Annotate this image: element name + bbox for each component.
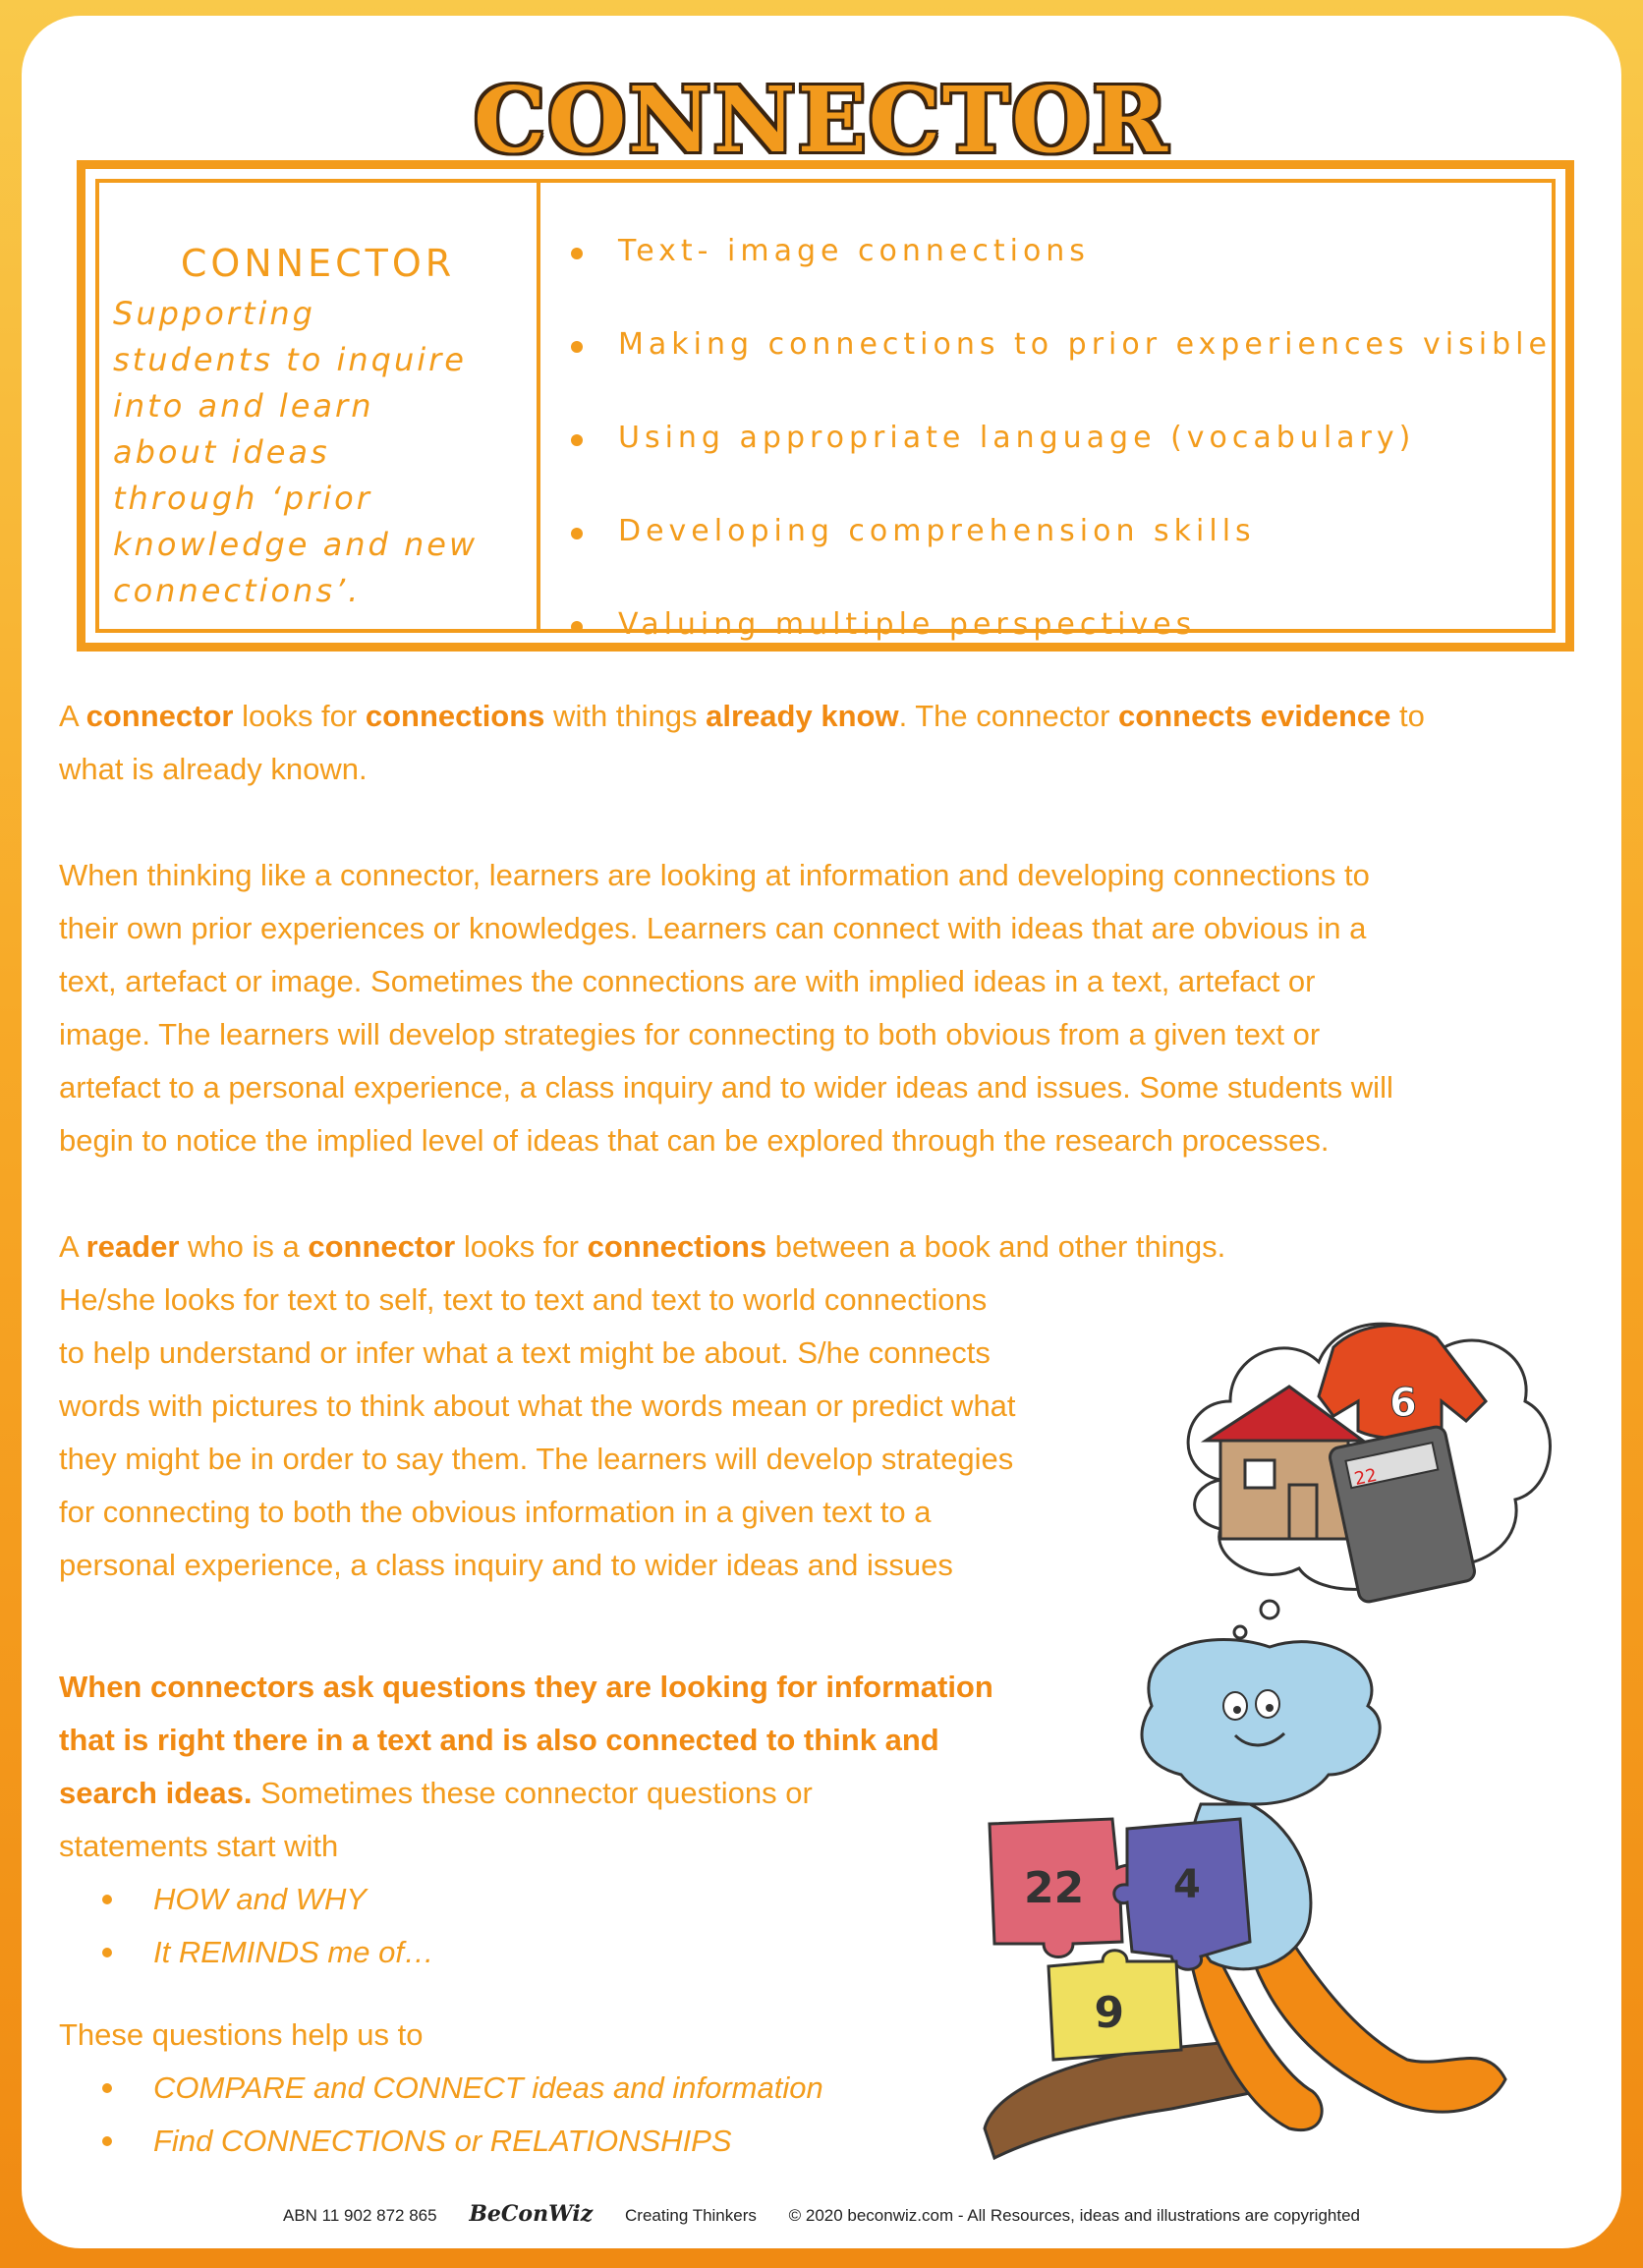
footer-brand-logo: BeConWiz [469, 2201, 594, 2227]
footer-copyright: © 2020 beconwiz.com - All Resources, ideas and illustrations are copyrighted [788, 2206, 1360, 2225]
paragraph-line: These questions help us to [59, 2017, 424, 2052]
skills-list-item: Using appropriate language (vocabulary) [571, 421, 1552, 514]
help-list [102, 2062, 823, 2168]
page-footer [22, 2201, 1621, 2227]
paragraph-line: statements start with [59, 1829, 339, 1863]
bold-line: that is right there in a text and is also connected to think and [59, 1723, 939, 1757]
paragraph-line: artefact to a personal experience, a class inquiry and to wider ideas and issues. Some students will [59, 1070, 1393, 1105]
help-list-item: COMPARE and CONNECT ideas and information [102, 2062, 823, 2115]
description-line: connections’. [113, 572, 362, 609]
character-eye [1256, 1690, 1279, 1718]
paragraph-line: they might be in order to say them. The learners will develop strategies [59, 1442, 1014, 1476]
character-pupil [1233, 1706, 1241, 1714]
bold-run: connections [365, 699, 545, 733]
text-run: A [59, 1229, 86, 1264]
intro-line-1 [59, 690, 1533, 743]
summary-divider [537, 183, 540, 629]
footer-abn: ABN 11 902 872 865 [283, 2206, 437, 2225]
bold-run: reader [85, 1229, 180, 1264]
skills-list-item: Text- image connections [571, 234, 1552, 327]
summary-box [77, 160, 1574, 652]
bold-run: connector [85, 699, 234, 733]
paragraph-line: He/she looks for text to self, text to text and text to world connections [59, 1282, 988, 1317]
skills-list [571, 234, 1552, 701]
question-starter-item: It REMINDS me of… [102, 1926, 434, 1979]
intro-line-2: what is already known. [59, 752, 368, 786]
text-run: who is a [179, 1229, 309, 1264]
text-run: . The connector [898, 699, 1119, 733]
bold-line: When connectors ask questions they are looking for information [59, 1670, 993, 1704]
footer-tagline: Creating Thinkers [625, 2206, 757, 2225]
text-run: Sometimes these connector questions or [252, 1776, 813, 1810]
summary-box-inner [95, 179, 1556, 642]
description-line: into and learn [113, 387, 374, 425]
puzzle-number: 4 [1173, 1862, 1201, 1907]
help-list-item: Find CONNECTIONS or RELATIONSHIPS [102, 2115, 823, 2168]
paragraph-line: text, artefact or image. Sometimes the connections are with implied ideas in a text, artefact or [59, 964, 1316, 998]
description-line: students to inquire [113, 341, 467, 378]
summary-heading: CONNECTOR [180, 242, 456, 285]
description-line: knowledge and new [113, 526, 479, 563]
page-card [22, 16, 1621, 2248]
thought-bubble-illustration [1161, 1293, 1555, 1647]
bold-run: connections [587, 1229, 767, 1264]
bold-run: connects evidence [1118, 699, 1391, 733]
paragraph-line: for connecting to both the obvious information in a given text to a [59, 1495, 932, 1529]
description-line: about ideas [113, 433, 330, 471]
puzzle-number: 6 [1094, 1985, 1124, 2035]
text-run: with things [544, 699, 707, 733]
paragraph-line: to help understand or infer what a text might be about. S/he connects [59, 1335, 991, 1370]
skills-list-item: Developing comprehension skills [571, 514, 1552, 607]
question-starters-list [102, 1873, 434, 1979]
paragraph-line: personal experience, a class inquiry and to wider ideas and issues [59, 1548, 953, 1582]
question-starter-item: HOW and WHY [102, 1873, 434, 1926]
house-door-icon [1289, 1485, 1317, 1539]
text-run: to [1390, 699, 1425, 733]
text-run: looks for [455, 1229, 588, 1264]
paragraph-line: their own prior experiences or knowledges. Learners can connect with ideas that are obvious in a [59, 911, 1367, 945]
text-run: A [59, 699, 86, 733]
paragraph-line: When thinking like a connector, learners are looking at information and developing connections to [59, 858, 1370, 892]
paragraph-line: words with pictures to think about what the words mean or predict what [59, 1389, 1016, 1423]
character-puzzle-illustration [955, 1627, 1525, 2178]
paragraph-line: begin to notice the implied level of ideas that can be explored through the research processes. [59, 1123, 1330, 1158]
bold-run: connector [308, 1229, 456, 1264]
house-window-icon [1245, 1460, 1275, 1488]
character-eye [1223, 1692, 1247, 1720]
page-title: CONNECTOR [474, 67, 1169, 173]
puzzle-number: 22 [1024, 1863, 1085, 1913]
text-run: looks for [233, 699, 366, 733]
skills-list-item: Valuing multiple perspectives [571, 607, 1552, 701]
jumper-number: 6 [1389, 1381, 1417, 1426]
bold-run: already know [706, 699, 899, 733]
bold-run: search ideas. [59, 1776, 253, 1810]
intro-paragraph [59, 690, 1533, 796]
skills-list-item: Making connections to prior experiences visible [571, 327, 1552, 421]
character-head [1142, 1640, 1380, 1805]
character-pupil [1266, 1704, 1274, 1712]
thinking-paragraph [59, 849, 1533, 1167]
reader-line-1 [59, 1220, 1533, 1274]
thought-dot [1261, 1601, 1278, 1618]
text-run: between a book and other things. [766, 1229, 1226, 1264]
description-line: through ‘prior [113, 480, 372, 517]
paragraph-line: image. The learners will develop strategies for connecting to both obvious from a given text or [59, 1017, 1321, 1051]
description-line: Supporting [113, 295, 315, 332]
summary-description [113, 291, 526, 614]
calculator-display: 22 [1352, 1464, 1380, 1491]
